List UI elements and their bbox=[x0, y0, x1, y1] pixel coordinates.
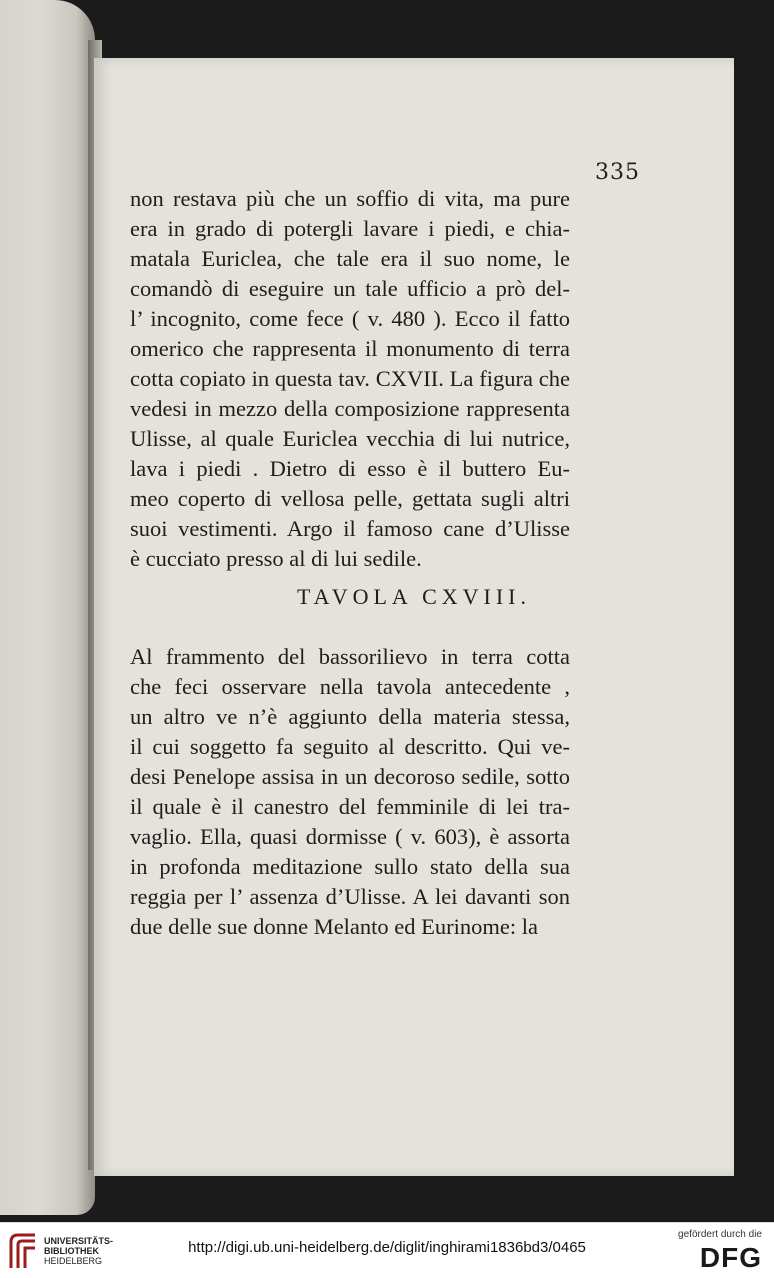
text-line: reggia per l’ assenza d’Ulisse. A lei davanti son bbox=[130, 884, 570, 909]
text-line: vaglio. Ella, quasi dormisse ( v. 603), è assorta bbox=[130, 824, 570, 849]
text-line: suoi vestimenti. Argo il famoso cane d’Ulisse bbox=[130, 516, 570, 541]
book-page bbox=[94, 58, 734, 1176]
text-line: comandò di eseguire un tale ufficio a prò del- bbox=[130, 276, 570, 301]
library-name-line-2: BIBLIOTHEK bbox=[44, 1246, 99, 1256]
text-line: Al frammento del bassorilievo in terra cotta bbox=[130, 644, 570, 669]
text-line: l’ incognito, come fece ( v. 480 ). Ecco il fatto bbox=[130, 306, 570, 331]
text-line: il quale è il canestro del femminile di lei tra- bbox=[130, 794, 570, 819]
text-line: due delle sue donne Melanto ed Eurinome: la bbox=[130, 914, 538, 939]
text-line: cotta copiato in questa tav. CXVII. La figura che bbox=[130, 366, 570, 391]
permalink-url[interactable]: http://digi.ub.uni-heidelberg.de/diglit/inghirami1836bd3/0465 bbox=[188, 1239, 586, 1256]
page-number: 335 bbox=[595, 160, 640, 185]
viewer-footer bbox=[0, 1222, 774, 1278]
text-line: omerico che rappresenta il monumento di terra bbox=[130, 336, 570, 361]
text-line: era in grado di potergli lavare i piedi, e chia- bbox=[130, 216, 570, 241]
text-line: desi Penelope assisa in un decoroso sedile, sotto bbox=[130, 764, 570, 789]
text-line: non restava più che un soffio di vita, ma pure bbox=[130, 186, 570, 211]
text-line: il cui soggetto fa seguito al descritto. Qui ve- bbox=[130, 734, 570, 759]
text-line: che feci osservare nella tavola antecedente , bbox=[130, 674, 570, 699]
text-line: in profonda meditazione sullo stato della sua bbox=[130, 854, 570, 879]
text-line: lava i piedi . Dietro di esso è il buttero Eu- bbox=[130, 456, 570, 481]
text-line: meo coperto di vellosa pelle, gettata sugli altri bbox=[130, 486, 570, 511]
facing-page-edge bbox=[0, 0, 95, 1215]
text-line: un altro ve n’è aggiunto della materia stessa, bbox=[130, 704, 570, 729]
paragraph-2 bbox=[130, 642, 570, 942]
plate-title: TAVOLA CXVIII. bbox=[296, 584, 532, 609]
text-line: vedesi in mezzo della composizione rappresenta bbox=[130, 396, 570, 421]
text-line: è cucciato presso al di lui sedile. bbox=[130, 546, 422, 571]
paragraph-1 bbox=[130, 184, 570, 574]
text-line: matala Euriclea, che tale era il suo nome, le bbox=[130, 246, 570, 271]
library-name-line-3: HEIDELBERG bbox=[44, 1256, 103, 1266]
text-line: Ulisse, al quale Euriclea vecchia di lui nutrice, bbox=[130, 426, 570, 451]
funding-caption: gefördert durch die bbox=[678, 1229, 762, 1240]
library-name-line-1: UNIVERSITÄTS- bbox=[44, 1236, 114, 1246]
dfg-logo[interactable]: DFG bbox=[699, 1242, 762, 1273]
